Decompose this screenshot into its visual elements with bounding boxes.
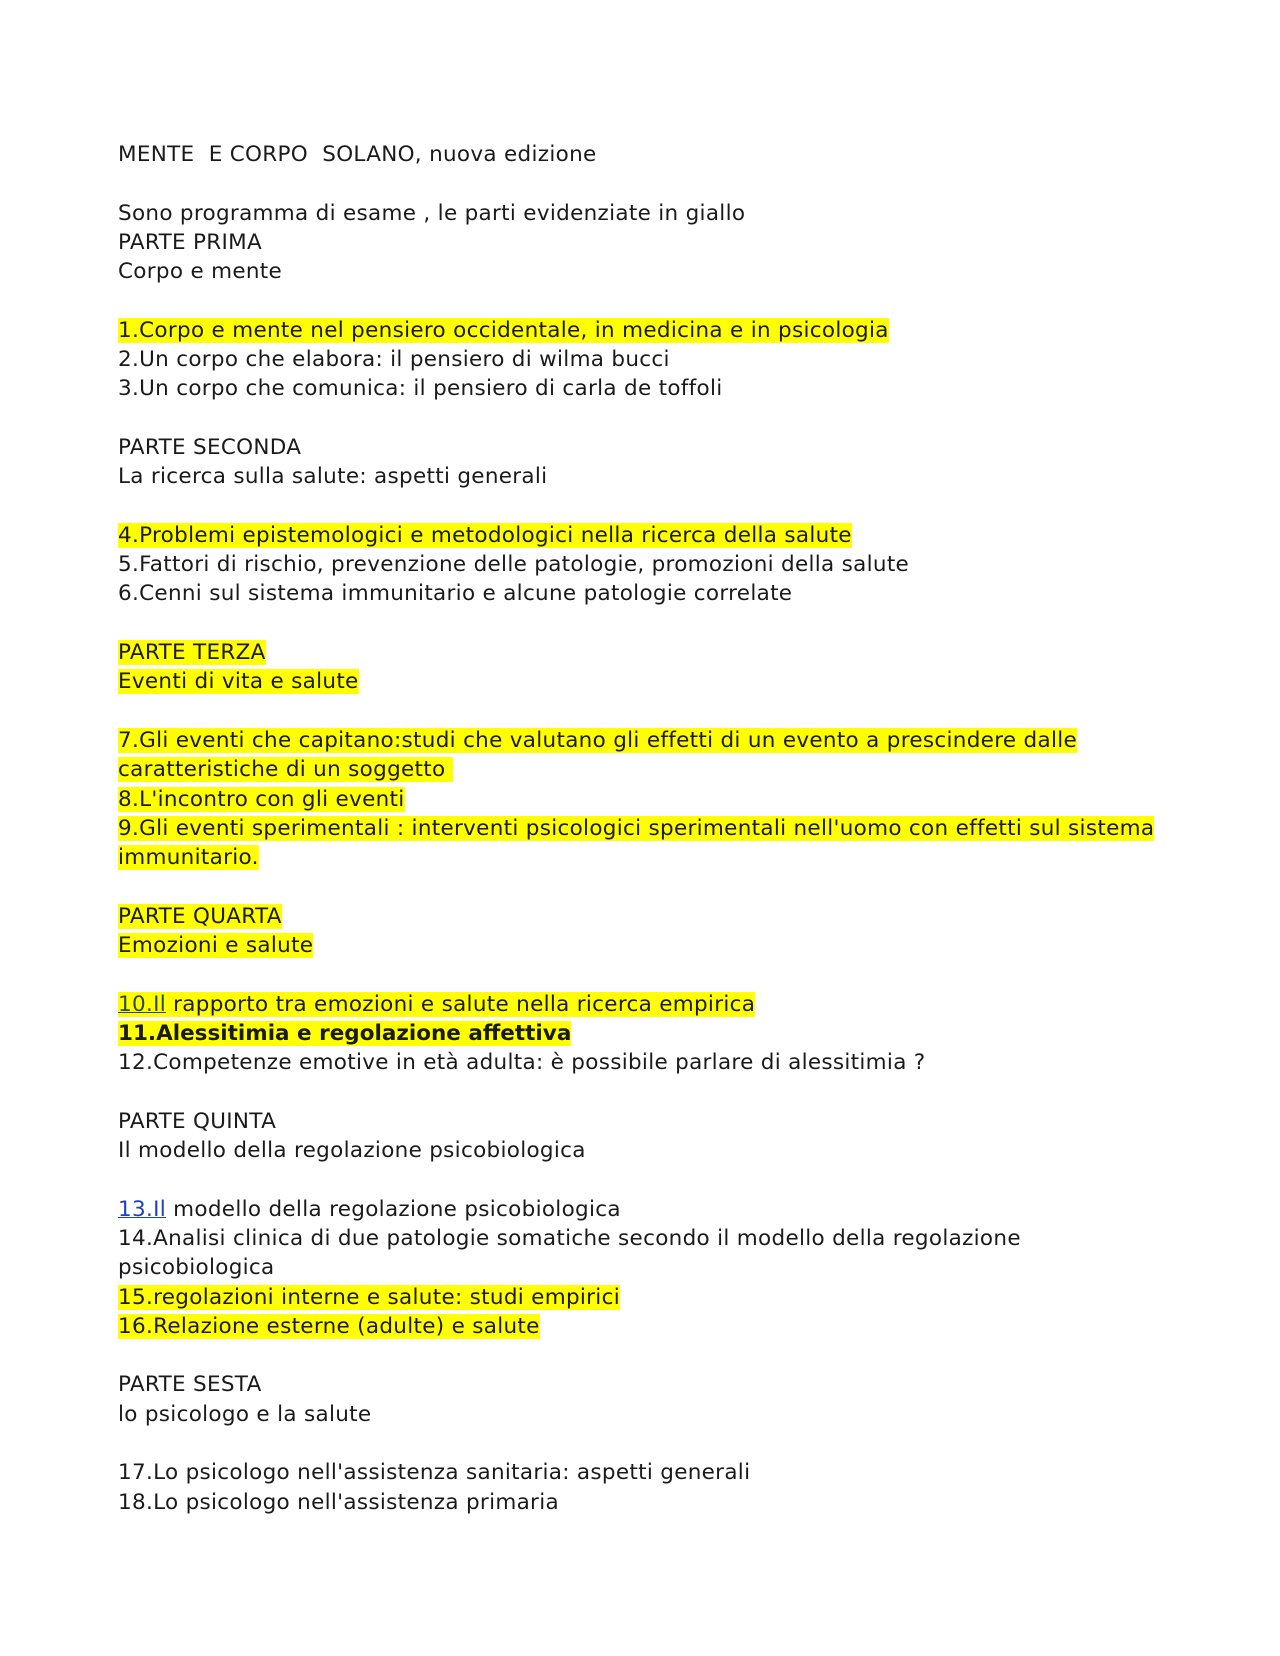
list-item-13 [118, 1195, 1178, 1224]
list-item-14-cont: psicobiologica [118, 1255, 275, 1281]
parte-quarta-heading: PARTE QUARTA [118, 903, 282, 929]
list-item-9-cont: immunitario. [118, 845, 259, 871]
spacer [118, 1429, 1178, 1458]
parte-sesta-subtitle: lo psicologo e la salute [118, 1401, 372, 1427]
item-13-text: modello della regolazione psicobiologica [166, 1196, 621, 1222]
document-title: MENTE E CORPO SOLANO, nuova edizione [118, 142, 597, 167]
spacer [118, 609, 1178, 638]
spacer [118, 1165, 1178, 1194]
parte-sesta-heading: PARTE SESTA [118, 1372, 262, 1398]
parte-prima-subtitle: Corpo e mente [118, 259, 283, 285]
document-page [118, 140, 1178, 1517]
list-item-15: 15.regolazioni interne e salute: studi empirici [118, 1284, 620, 1310]
list-item-7: 7.Gli eventi che capitano:studi che valutano gli effetti di un evento a prescindere dalle [118, 727, 1078, 753]
spacer [118, 1078, 1178, 1107]
list-item-6: 6.Cenni sul sistema immunitario e alcune patologie correlate [118, 581, 793, 607]
list-item-18: 18.Lo psicologo nell'assistenza primaria [118, 1489, 559, 1515]
list-item-12: 12.Competenze emotive in età adulta: è possibile parlare di alessitimia ? [118, 1050, 926, 1076]
item-13-link[interactable]: 13.Il [118, 1196, 167, 1222]
list-item-8: 8.L'incontro con gli eventi [118, 786, 405, 812]
list-item-11: 11.Alessitimia e regolazione affettiva [118, 1020, 572, 1046]
spacer [118, 169, 1178, 198]
parte-seconda-heading: PARTE SECONDA [118, 434, 302, 460]
parte-quarta-subtitle: Emozioni e salute [118, 933, 314, 959]
spacer [118, 404, 1178, 433]
parte-terza-subtitle: Eventi di vita e salute [118, 669, 359, 695]
spacer [118, 1341, 1178, 1370]
item-10-link[interactable]: 10.Il [118, 991, 167, 1017]
parte-quinta-heading: PARTE QUINTA [118, 1108, 277, 1134]
list-item-9: 9.Gli eventi sperimentali : interventi psicologici sperimentali nell'uomo con effetti sul sistema [118, 815, 1155, 841]
spacer [118, 492, 1178, 521]
list-item-14: 14.Analisi clinica di due patologie somatiche secondo il modello della regolazione [118, 1225, 1021, 1251]
spacer [118, 960, 1178, 989]
parte-seconda-subtitle: La ricerca sulla salute: aspetti generali [118, 464, 548, 490]
parte-terza-heading: PARTE TERZA [118, 640, 266, 666]
item-10-text: rapporto tra emozioni e salute nella ricerca empirica [166, 991, 756, 1017]
list-item-5: 5.Fattori di rischio, prevenzione delle patologie, promozioni della salute [118, 552, 910, 578]
list-item-7-cont: caratteristiche di un soggetto [118, 757, 453, 783]
list-item-10 [118, 992, 755, 1017]
list-item-4: 4.Problemi epistemologici e metodologici nella ricerca della salute [118, 522, 852, 548]
parte-quinta-subtitle: Il modello della regolazione psicobiologica [118, 1138, 586, 1164]
list-item-1: 1.Corpo e mente nel pensiero occidentale, in medicina e in psicologia [118, 317, 889, 343]
list-item-17: 17.Lo psicologo nell'assistenza sanitaria: aspetti generali [118, 1460, 751, 1486]
spacer [118, 286, 1178, 315]
list-item-3: 3.Un corpo che comunica: il pensiero di carla de toffoli [118, 376, 723, 402]
intro-text: Sono programma di esame , le parti evidenziate in giallo [118, 200, 746, 226]
spacer [118, 697, 1178, 726]
list-item-16: 16.Relazione esterne (adulte) e salute [118, 1313, 540, 1339]
parte-prima-heading: PARTE PRIMA [118, 229, 263, 255]
spacer [118, 872, 1178, 901]
list-item-2: 2.Un corpo che elabora: il pensiero di wilma bucci [118, 347, 670, 373]
